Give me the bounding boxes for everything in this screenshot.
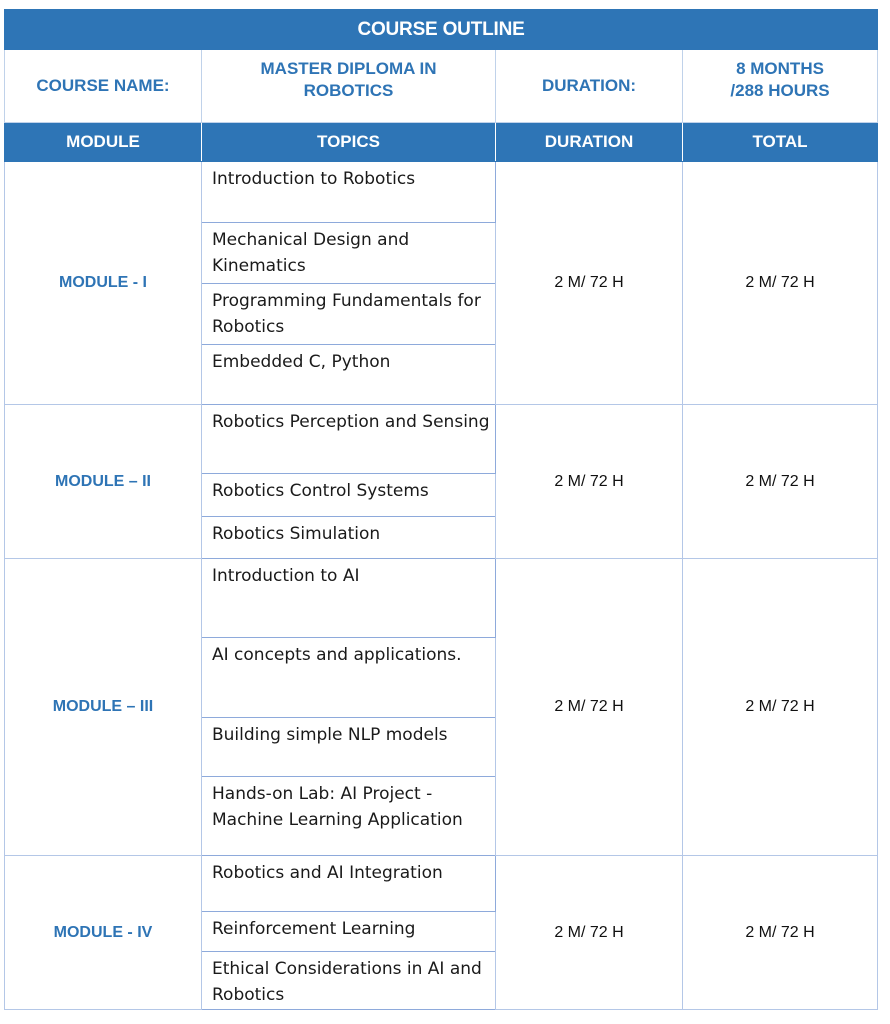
- table-row: [5, 559, 878, 638]
- topic-cell: Introduction to Robotics: [202, 162, 496, 223]
- header-total: TOTAL: [683, 123, 878, 162]
- topic-cell: Hands-on Lab: AI Project - Machine Learning Application: [202, 777, 496, 856]
- topic-cell: Introduction to AI: [202, 559, 496, 638]
- module-name: MODULE – II: [5, 405, 202, 559]
- header-duration: DURATION: [496, 123, 683, 162]
- header-module: MODULE: [5, 123, 202, 162]
- course-outline-table: [4, 9, 878, 1010]
- module-duration: 2 M/ 72 H: [496, 856, 683, 1010]
- module-name: MODULE - I: [5, 162, 202, 405]
- topic-cell: Mechanical Design and Kinematics: [202, 223, 496, 284]
- table-row: [5, 405, 878, 474]
- column-header-row: [5, 123, 878, 162]
- module-total: 2 M/ 72 H: [683, 856, 878, 1010]
- course-name-label-cell: [5, 50, 202, 123]
- table-row: [5, 856, 878, 912]
- topic-cell: AI concepts and applications.: [202, 638, 496, 718]
- duration-value: 8 MONTHS /288 HOURS: [730, 59, 830, 100]
- duration-label-cell: [496, 50, 683, 123]
- topic-cell: Robotics and AI Integration: [202, 856, 496, 912]
- duration-value-cell: [683, 50, 878, 123]
- topic-cell: Ethical Considerations in AI and Robotics: [202, 952, 496, 1010]
- module-name: MODULE – III: [5, 559, 202, 856]
- topic-cell: Building simple NLP models: [202, 718, 496, 777]
- module-duration: 2 M/ 72 H: [496, 162, 683, 405]
- course-outline-document: [4, 9, 877, 1010]
- table-row: [5, 162, 878, 223]
- topic-cell: Reinforcement Learning: [202, 912, 496, 952]
- topic-cell: Embedded C, Python: [202, 345, 496, 405]
- course-name-label: COURSE NAME:: [36, 76, 170, 95]
- header-topics: TOPICS: [202, 123, 496, 162]
- topic-cell: Robotics Control Systems: [202, 474, 496, 517]
- module-total: 2 M/ 72 H: [683, 162, 878, 405]
- topic-cell: Robotics Perception and Sensing: [202, 405, 496, 474]
- table-title: COURSE OUTLINE: [5, 10, 878, 50]
- topic-cell: Robotics Simulation: [202, 517, 496, 559]
- module-name: MODULE - IV: [5, 856, 202, 1010]
- module-duration: 2 M/ 72 H: [496, 405, 683, 559]
- title-row: [5, 10, 878, 50]
- topic-cell: Programming Fundamentals for Robotics: [202, 284, 496, 345]
- module-duration: 2 M/ 72 H: [496, 559, 683, 856]
- course-info-row: [5, 50, 878, 123]
- course-name-value: MASTER DIPLOMA IN ROBOTICS: [260, 59, 437, 100]
- duration-label: DURATION:: [541, 76, 637, 95]
- course-name-value-cell: [202, 50, 496, 123]
- module-total: 2 M/ 72 H: [683, 559, 878, 856]
- module-total: 2 M/ 72 H: [683, 405, 878, 559]
